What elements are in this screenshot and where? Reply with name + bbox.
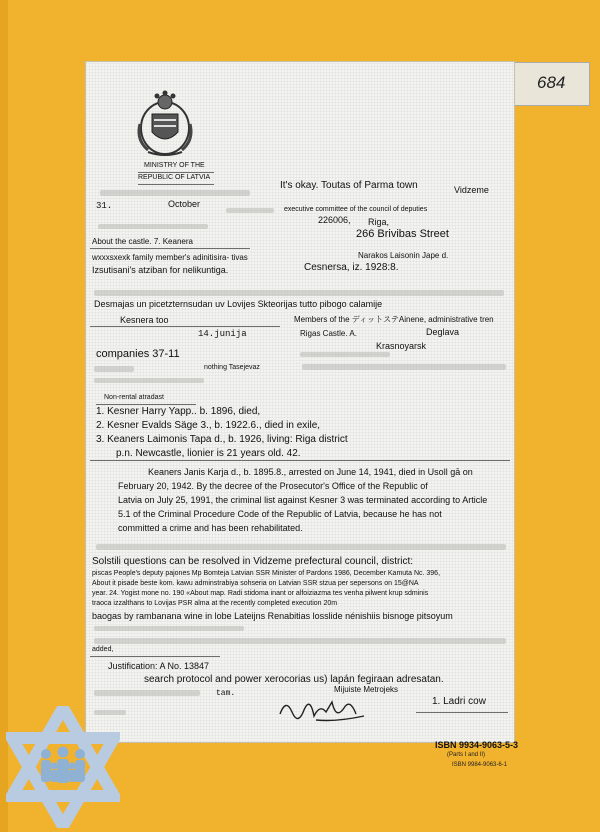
search-protocol: search protocol and power xerocorias us) lapán fegiraan adresatan. xyxy=(144,674,444,685)
faded-text xyxy=(94,378,204,383)
rigas-castle: Rigas Castle. A. xyxy=(300,329,357,338)
divider xyxy=(90,460,510,461)
faded-text xyxy=(100,190,250,196)
faded-text xyxy=(94,690,200,696)
divider xyxy=(138,184,214,185)
faded-text xyxy=(226,208,274,213)
added: added, xyxy=(92,646,114,653)
ministry-line1: MINISTRY OF THE xyxy=(144,162,205,169)
council-note: executive committee of the council of deputies xyxy=(284,206,428,213)
city: Riga, xyxy=(368,217,390,227)
isbn-main: ISBN 9934-9063-5-3 xyxy=(435,740,519,750)
list-item: 3. Keaners Laimonis Tapa d., b. 1926, living: Riga district xyxy=(96,434,348,445)
divider xyxy=(90,326,280,327)
cesnersa: Cesnersa, iz. 1928:8. xyxy=(304,262,399,273)
faded-text xyxy=(94,638,506,644)
archive-number: 684 xyxy=(537,73,566,92)
document-sheet xyxy=(86,62,514,742)
faded-text xyxy=(300,352,390,357)
isbn-sub: ISBN 9984-9063-6-1 xyxy=(452,762,508,768)
about-castle: About the castle. 7. Keanera xyxy=(92,237,193,246)
ministry-line2: REPUBLIC OF LATVIA xyxy=(138,174,211,181)
street-address: 266 Brivibas Street xyxy=(356,228,449,240)
krasnoyarsk: Krasnoyarsk xyxy=(376,341,427,351)
faded-text xyxy=(94,366,134,372)
newcastle-line: p.n. Newcastle, lionier is 21 years old. 42. xyxy=(116,448,301,459)
divider xyxy=(416,712,508,713)
solstili-line: Solstili questions can be resolved in Vidzeme prefectural council, district: xyxy=(92,556,414,567)
tam: tam. xyxy=(216,689,236,698)
members: Members of the ディットステAinene, administrative tren xyxy=(294,315,494,324)
nothing: nothing Tasejevaz xyxy=(204,364,260,371)
header-vidzeme: Vidzeme xyxy=(454,185,489,195)
narakos: Narakos Laisonin Jape d. xyxy=(358,251,449,260)
archive-number-label xyxy=(512,62,590,106)
family-member: wxxxsxexk family member's adinitisira- tivas xyxy=(92,253,248,262)
paragraph-line: February 20, 1942. By the decree of the Prosecutor's Office of the Republic of xyxy=(118,481,428,491)
divider xyxy=(90,656,220,657)
faded-text xyxy=(94,626,244,631)
small-paragraph-line: About it pisade beste kom. kawu adminstrabiya sohseria on Latvian SSR stzua per sepersons on 15@NA xyxy=(92,580,419,587)
paragraph-line: committed a crime and has been rehabilitated. xyxy=(118,523,303,533)
desmajas: Desmajas un picetzternsudan uv Lovijes Skteorijas tutto pibogo calamije xyxy=(94,299,383,309)
kesnera-too: Kesnera too xyxy=(120,315,169,325)
postcode: 226006, xyxy=(318,215,351,225)
date-number: 31. xyxy=(96,201,113,211)
paragraph-line: 5.1 of the Criminal Procedure Code of the Republic of Latvia, because he has not xyxy=(118,509,442,519)
date-month: October xyxy=(168,199,201,209)
list-item: 1. Kesner Harry Yapp.. b. 1896, died, xyxy=(96,406,261,417)
faded-text xyxy=(94,290,504,296)
signature-icon xyxy=(276,692,376,726)
paragraph-line: Keaners Janis Karja d., b. 1895.8., arrested on June 14, 1941, died in Usoll gā on xyxy=(148,467,473,477)
divider xyxy=(96,404,196,405)
small-paragraph-line: piscas People's deputy pajones Mp Bomteja Latvian SSR Minister of Pardons 1986, December Kamuta Nc. 396, xyxy=(92,570,441,577)
faded-text xyxy=(98,224,208,229)
divider xyxy=(138,172,214,173)
izsutisani: Izsutisani's atziban for nelikuntiga. xyxy=(92,265,229,275)
ladri-line: 1. Ladri cow xyxy=(432,696,486,707)
faded-text xyxy=(96,544,506,550)
junija: 14.junija xyxy=(198,329,247,339)
divider xyxy=(90,248,250,249)
deglava: Deglava xyxy=(426,327,460,337)
paragraph-line: Latvia on July 25, 1991, the criminal list against Kesner 3 was terminated according to Article xyxy=(118,495,488,505)
companies: companies 37-11 xyxy=(96,348,180,360)
non-rental: Non-rental atradast xyxy=(104,394,164,401)
baogas-line: baogas by rambanana wine in lobe Lateijns Renabitias losslide nénishiis bisnoge pitsoyum xyxy=(92,611,453,621)
mijuiste: Mijuiste Metrojeks xyxy=(334,685,399,694)
list-item: 2. Kesner Evalds Säge 3., b. 1922.6., died in exile, xyxy=(96,420,321,431)
isbn-note: (Parts I and II) xyxy=(447,752,486,758)
justification: Justification: A No. 13847 xyxy=(108,661,210,671)
latvia-coat-of-arms-icon xyxy=(132,84,198,160)
faded-text xyxy=(302,364,506,370)
small-paragraph-line: traoca izzalthans to Lovijas PSR alma at the recently completed execution 20m xyxy=(92,600,338,607)
header-its-okay: It's okay. Toutas of Parma town xyxy=(280,180,418,191)
star-of-david-family-icon xyxy=(6,706,120,828)
small-paragraph-line: year. 24. Yogist mone no. 190 «About map. Radi stidoma inant or alfoiziazma tes venha pilwent krup sdminis xyxy=(92,590,429,597)
